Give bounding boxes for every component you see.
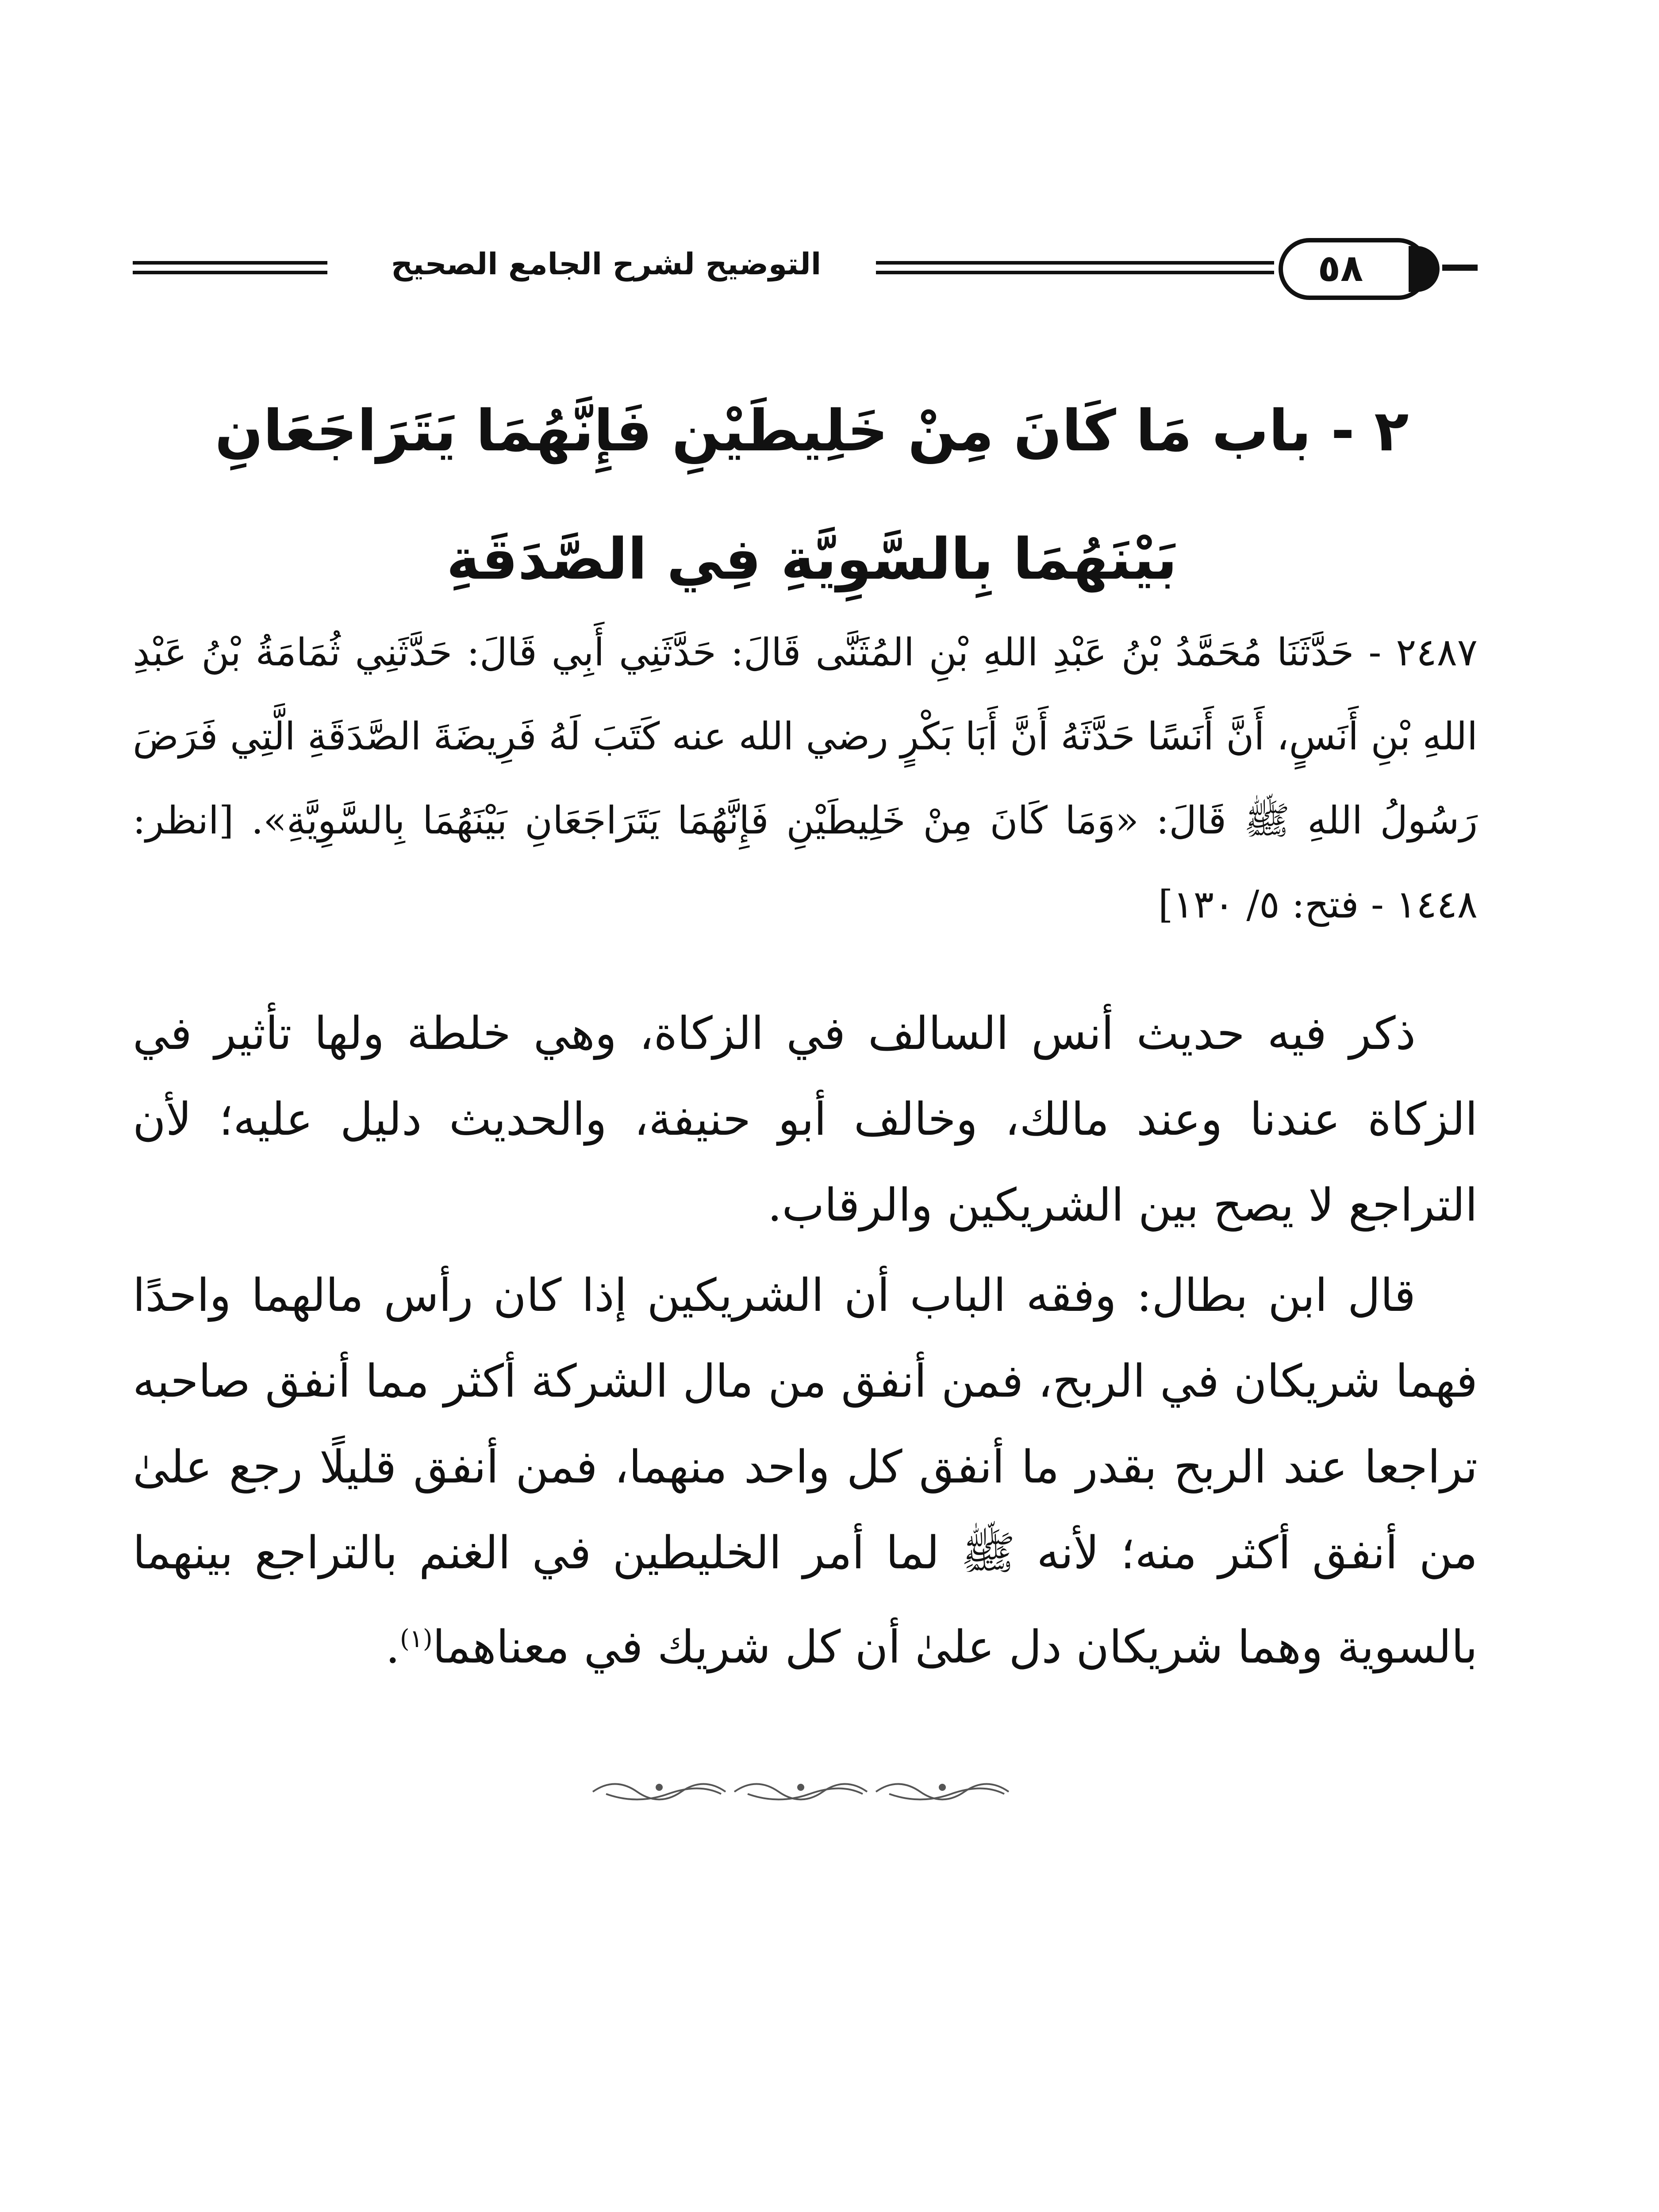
commentary (133, 991, 1478, 1695)
footnote-reference[interactable]: (١) (399, 1624, 433, 1653)
commentary-paragraph-1: ذكر فيه حديث أنس السالف في الزكاة، وهي خلطة ولها تأثير في الزكاة عندنا وعند مالك، وخالف أبو حنيفة، والحديث دليل عليه؛ لأن التراجع لا يصح بين الشريكين والرقاب. (133, 1007, 1478, 1232)
header-rule-middle-bottom (876, 271, 1274, 274)
page-number-cap (1409, 246, 1440, 292)
section-divider-ornament-icon (588, 1774, 1013, 1805)
header-rule-left-bottom (133, 271, 327, 274)
chapter-heading: ٢ - باب مَا كَانَ مِنْ خَلِيطَيْنِ فَإِنَّهُمَا يَتَرَاجَعَانِ بَيْنَهُمَا بِالسَّوِيَّةِ فِي الصَّدَقَةِ (215, 398, 1409, 592)
commentary-paragraph-2-text: قال ابن بطال: وفقه الباب أن الشريكين إذا كان رأس مالهما واحدًا فهما شريكان في الربح، فمن أنفق من مال الشركة أكثر مما أنفق صاحبه تراجعا عند الربح بقدر ما أنفق كل واحد منهما، فمن أنفق قليلًا رجع علىٰ من أنفق أكثر منه؛ لأنه ﷺ لما أمر الخليطين في الغنم بالتراجع بينهما بالسوية وهما شريكان دل علىٰ أن كل شريك في معناهما (133, 1269, 1478, 1674)
hadith-text: ٢٤٨٧ - حَدَّثَنَا مُحَمَّدُ بْنُ عَبْدِ اللهِ بْنِ المُثَنَّى قَالَ: حَدَّثَنِي أَبِي قَالَ: حَدَّثَنِي ثُمَامَةُ بْنُ عَبْدِ اللهِ بْنِ أَنَسٍ، أَنَّ أَنَسًا حَدَّثَهُ أَنَّ أَبَا بَكْرٍ رضي الله عنه كَتَبَ لَهُ فَرِيضَةَ الصَّدَقَةِ الَّتِي فَرَضَ رَسُولُ اللهِ ﷺ قَالَ: «وَمَا كَانَ مِنْ خَلِيطَيْنِ فَإِنَّهُمَا يَتَرَاجَعَانِ بَيْنَهُمَا بِالسَّوِيَّةِ». [انظر: ١٤٤٨ - فتح: ٥/ ١٣٠] (133, 630, 1478, 927)
commentary-paragraph-2-end: . (385, 1621, 400, 1674)
commentary-paragraph-2 (133, 1253, 1478, 1690)
header-rule-left-top (133, 261, 327, 265)
running-header (133, 230, 1478, 310)
page-number-badge (1279, 238, 1429, 300)
header-rule-right (1442, 265, 1478, 271)
page-number: ٥٨ (1317, 246, 1363, 290)
book-title: التوضيح لشرح الجامع الصحيح (391, 247, 822, 282)
header-rule-middle-top (876, 261, 1274, 265)
